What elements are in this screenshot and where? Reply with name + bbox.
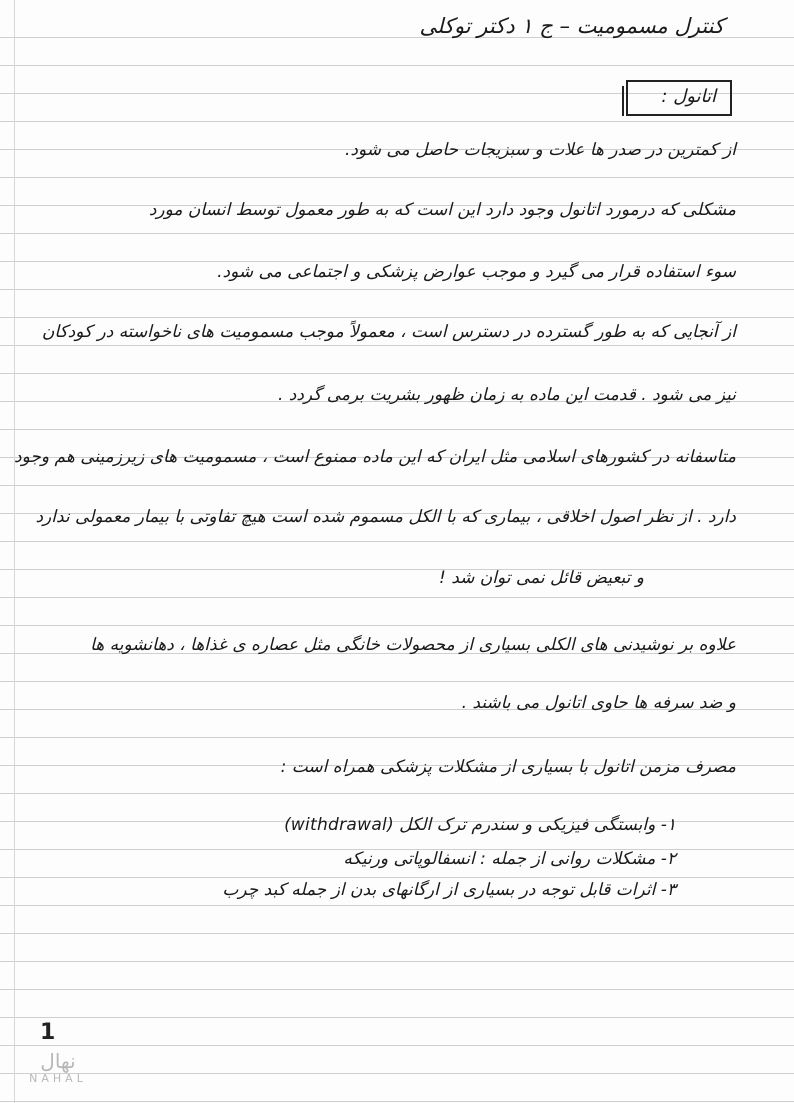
section-heading: اتانول : [661, 86, 716, 107]
watermark-logo [18, 1050, 98, 1085]
text-line: نیز می شود . قدمت این ماده به زمان ظهور بشریت برمی گردد . [277, 385, 736, 405]
page-number: 1 [40, 1020, 56, 1045]
list-item: ۱- وابستگی فیزیکی و سندرم ترک الکل (withdrawal) [284, 815, 676, 835]
text-line: مصرف مزمن اتانول با بسیاری از مشکلات پزشکی همراه است : [280, 757, 736, 777]
text-line: از آنجایی که به طور گسترده در دسترس است ، معمولاً موجب مسمومیت های ناخواسته در کودکان [41, 322, 736, 342]
text-line: دارد . از نظر اصول اخلاقی ، بیماری که با الکل مسموم شده است هیچ تفاوتی با بیمار معمولی ندارد [35, 507, 736, 527]
text-line: سوء استفاده قرار می گیرد و موجب عوارض پزشکی و اجتماعی می شود. [217, 262, 736, 282]
text-line: مشکلی که درمورد اتانول وجود دارد این است که به طور معمول توسط انسان مورد [148, 200, 736, 220]
page-title: کنترل مسمومیت – ج ۱ دکتر توکلی [419, 14, 724, 38]
text-line: و تبعیض قائل نمی توان شد ! [439, 568, 644, 588]
list-item: ۲- مشکلات روانی از جمله : انسفالوپاتی ورنیکه [343, 849, 676, 869]
watermark-latin: NAHAL [29, 1072, 87, 1085]
watermark-arabic: نهال [40, 1049, 76, 1073]
list-item: ۳- اثرات قابل توجه در بسیاری از ارگانهای بدن از جمله کبد چرب [222, 880, 676, 900]
margin-line [14, 0, 15, 1103]
text-line: و ضد سرفه ها حاوی اتانول می باشند . [461, 693, 736, 713]
text-line: از کمترین در صدر ها علات و سبزیجات حاصل می شود. [345, 140, 736, 160]
text-line: متاسفانه در کشورهای اسلامی مثل ایران که این ماده ممنوع است ، مسمومیت های زیرزمینی هم وجود [14, 447, 736, 467]
text-line: علاوه بر نوشیدنی های الکلی بسیاری از محصولات خانگی مثل عصاره ی غذاها ، دهانشویه ها [90, 635, 736, 655]
